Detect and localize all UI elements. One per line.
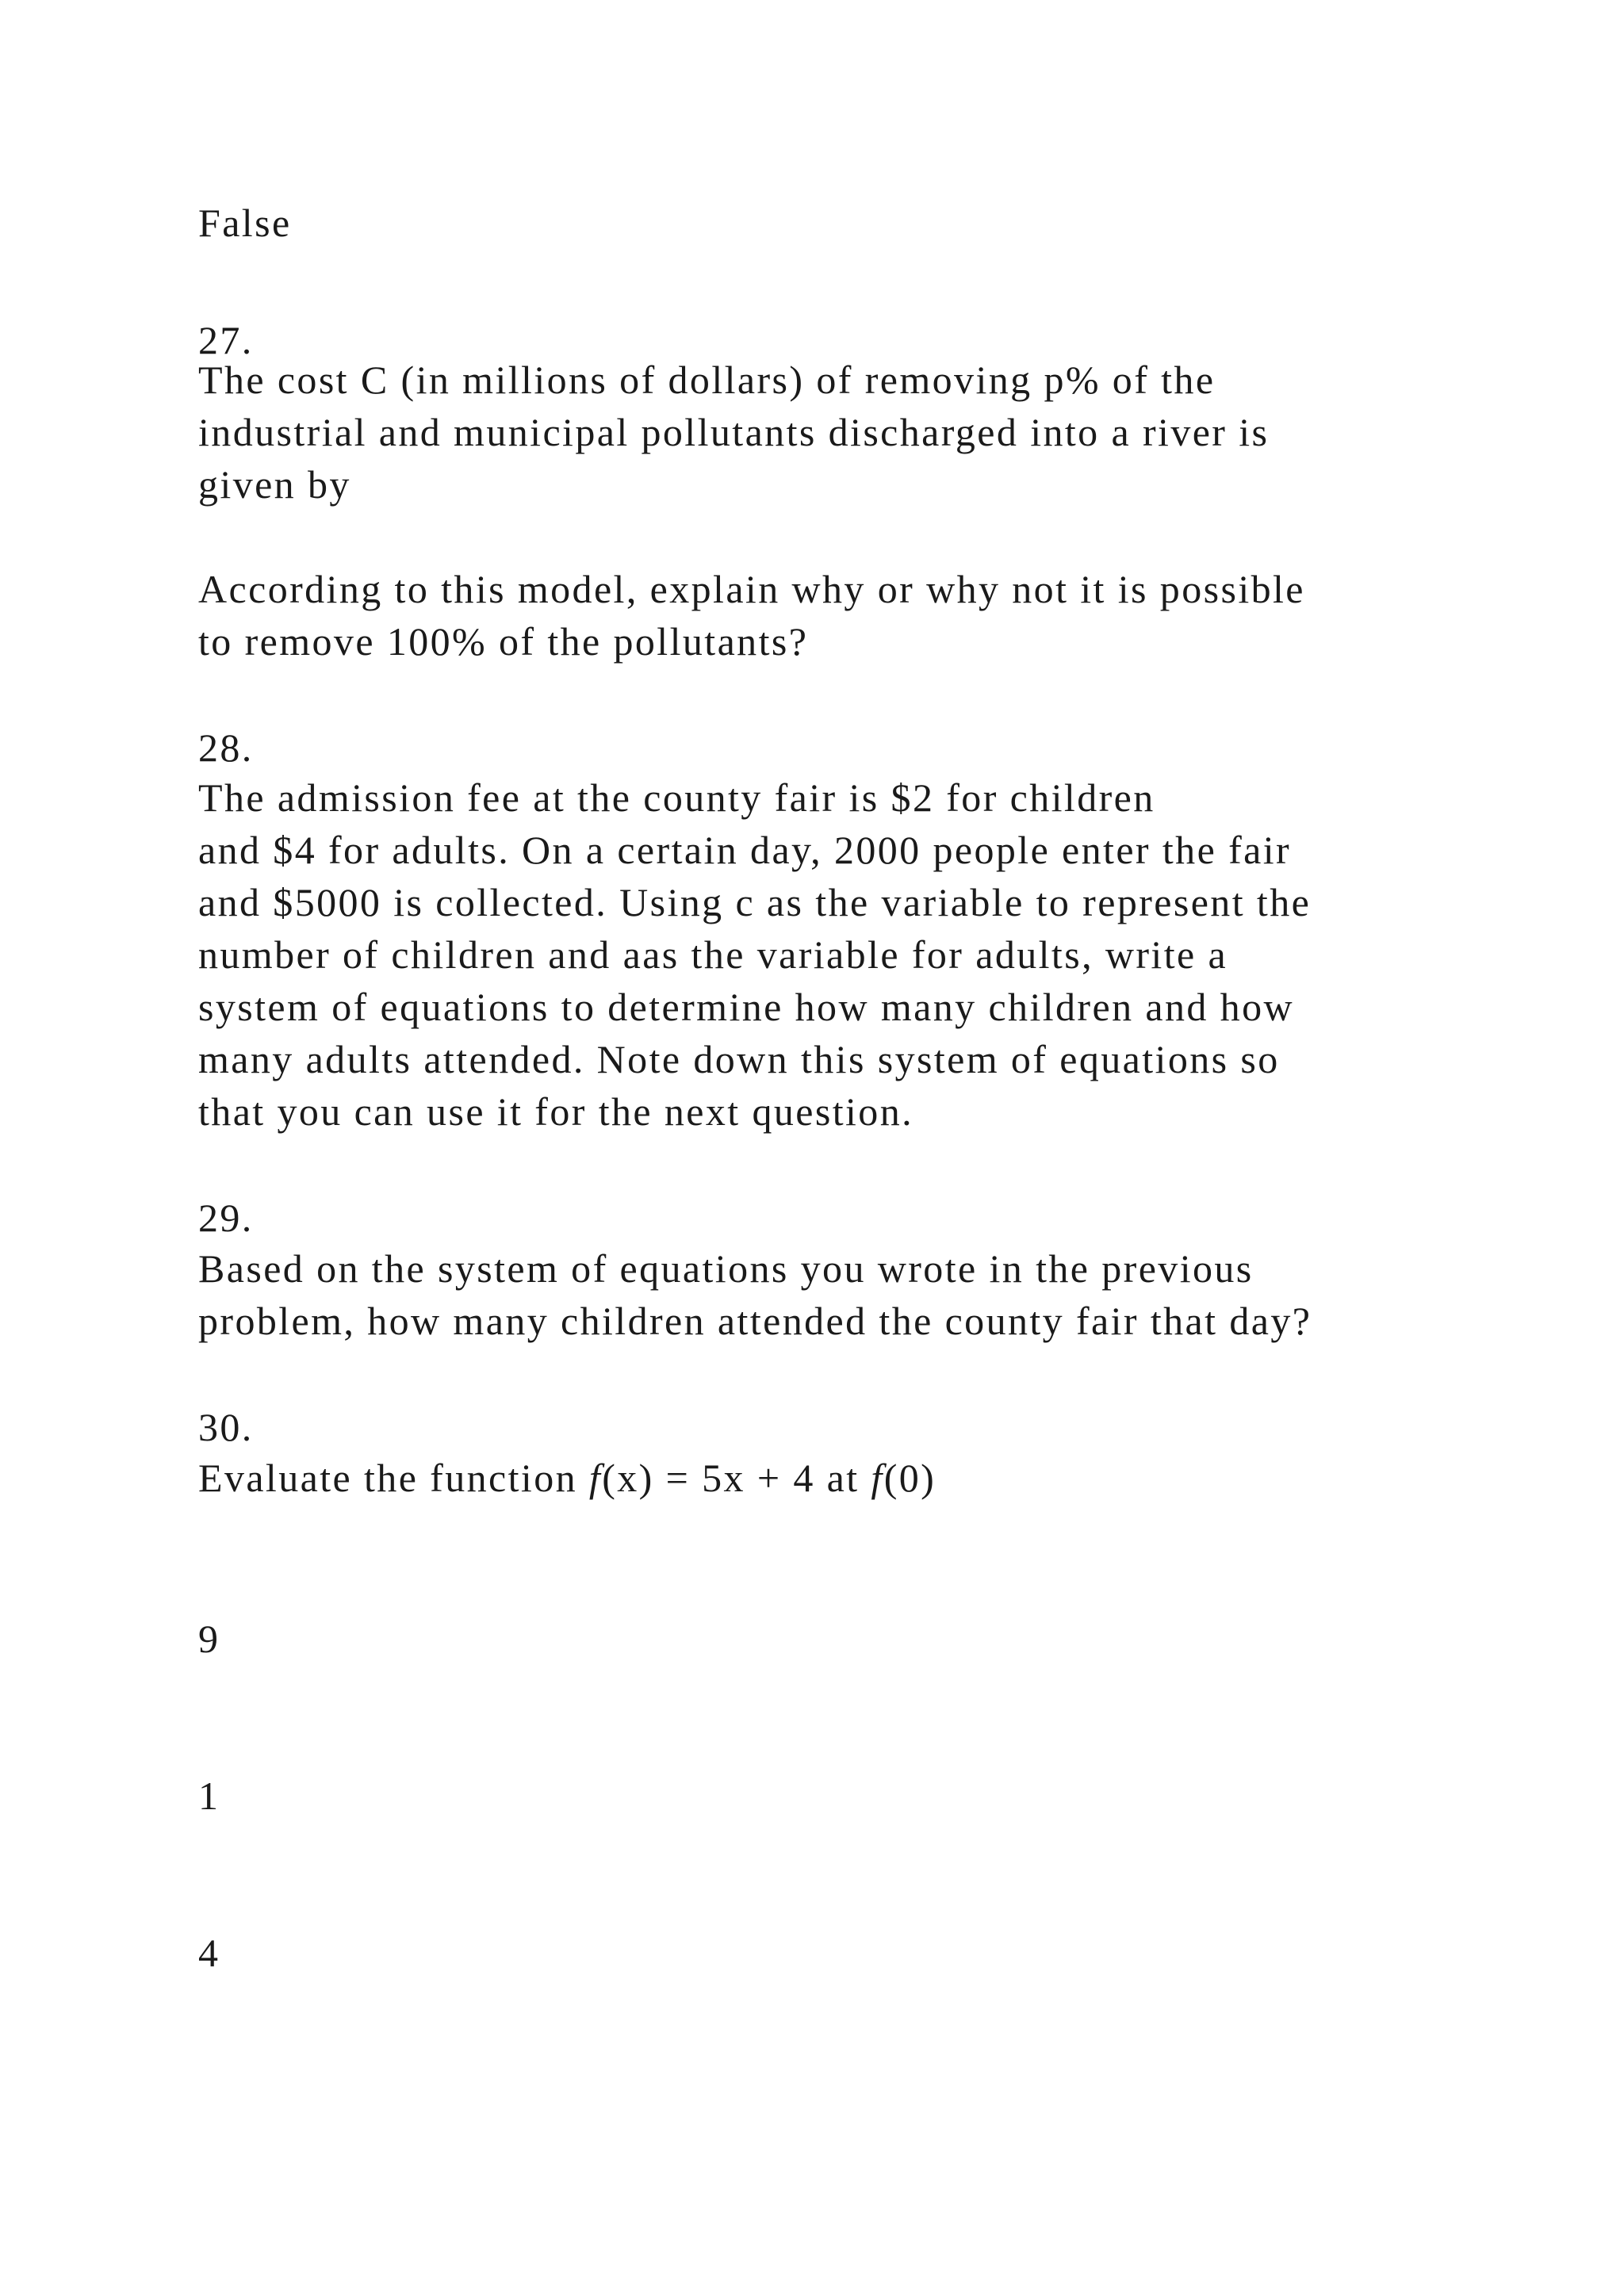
- question-29-line: Based on the system of equations you wrote in the previous: [198, 1246, 1254, 1291]
- question-28-line: number of children and aas the variable for adults, write a: [198, 932, 1228, 977]
- question-27-followup-line: to remove 100% of the pollutants?: [198, 619, 809, 664]
- function-symbol: f: [588, 1456, 603, 1500]
- prompt-text: Evaluate the function: [198, 1456, 589, 1500]
- previous-answer-text: False: [198, 201, 292, 245]
- question-28-line: system of equations to determine how many children and how: [198, 985, 1294, 1029]
- question-27-line: industrial and municipal pollutants discharged into a river is: [198, 410, 1270, 454]
- question-29-line: problem, how many children attended the county fair that day?: [198, 1299, 1312, 1343]
- function-symbol: f: [871, 1456, 884, 1500]
- question-28-number: 28.: [198, 725, 254, 770]
- question-27-followup-line: According to this model, explain why or why not it is possible: [198, 567, 1305, 611]
- question-28-line: that you can use it for the next question.: [198, 1089, 914, 1134]
- answer-option[interactable]: 1: [198, 1774, 220, 1818]
- question-27-line: given by: [198, 462, 351, 507]
- question-30-prompt: [198, 1452, 936, 1504]
- question-28-line: and $4 for adults. On a certain day, 2000 people enter the fair: [198, 828, 1292, 872]
- question-27-line: The cost C (in millions of dollars) of removing p% of the: [198, 358, 1216, 402]
- question-27-number: 27.: [198, 318, 254, 362]
- prompt-text: (x) = 5x + 4 at: [602, 1456, 871, 1500]
- question-30-number: 30.: [198, 1405, 254, 1449]
- question-28-line: and $5000 is collected. Using c as the variable to represent the: [198, 880, 1312, 924]
- question-29-number: 29.: [198, 1196, 254, 1240]
- question-28-line: The admission fee at the county fair is $2 for children: [198, 775, 1155, 820]
- answer-option[interactable]: 9: [198, 1617, 220, 1661]
- answer-option[interactable]: 4: [198, 1931, 220, 1975]
- prompt-text: (0): [883, 1456, 936, 1500]
- question-28-line: many adults attended. Note down this system of equations so: [198, 1037, 1280, 1081]
